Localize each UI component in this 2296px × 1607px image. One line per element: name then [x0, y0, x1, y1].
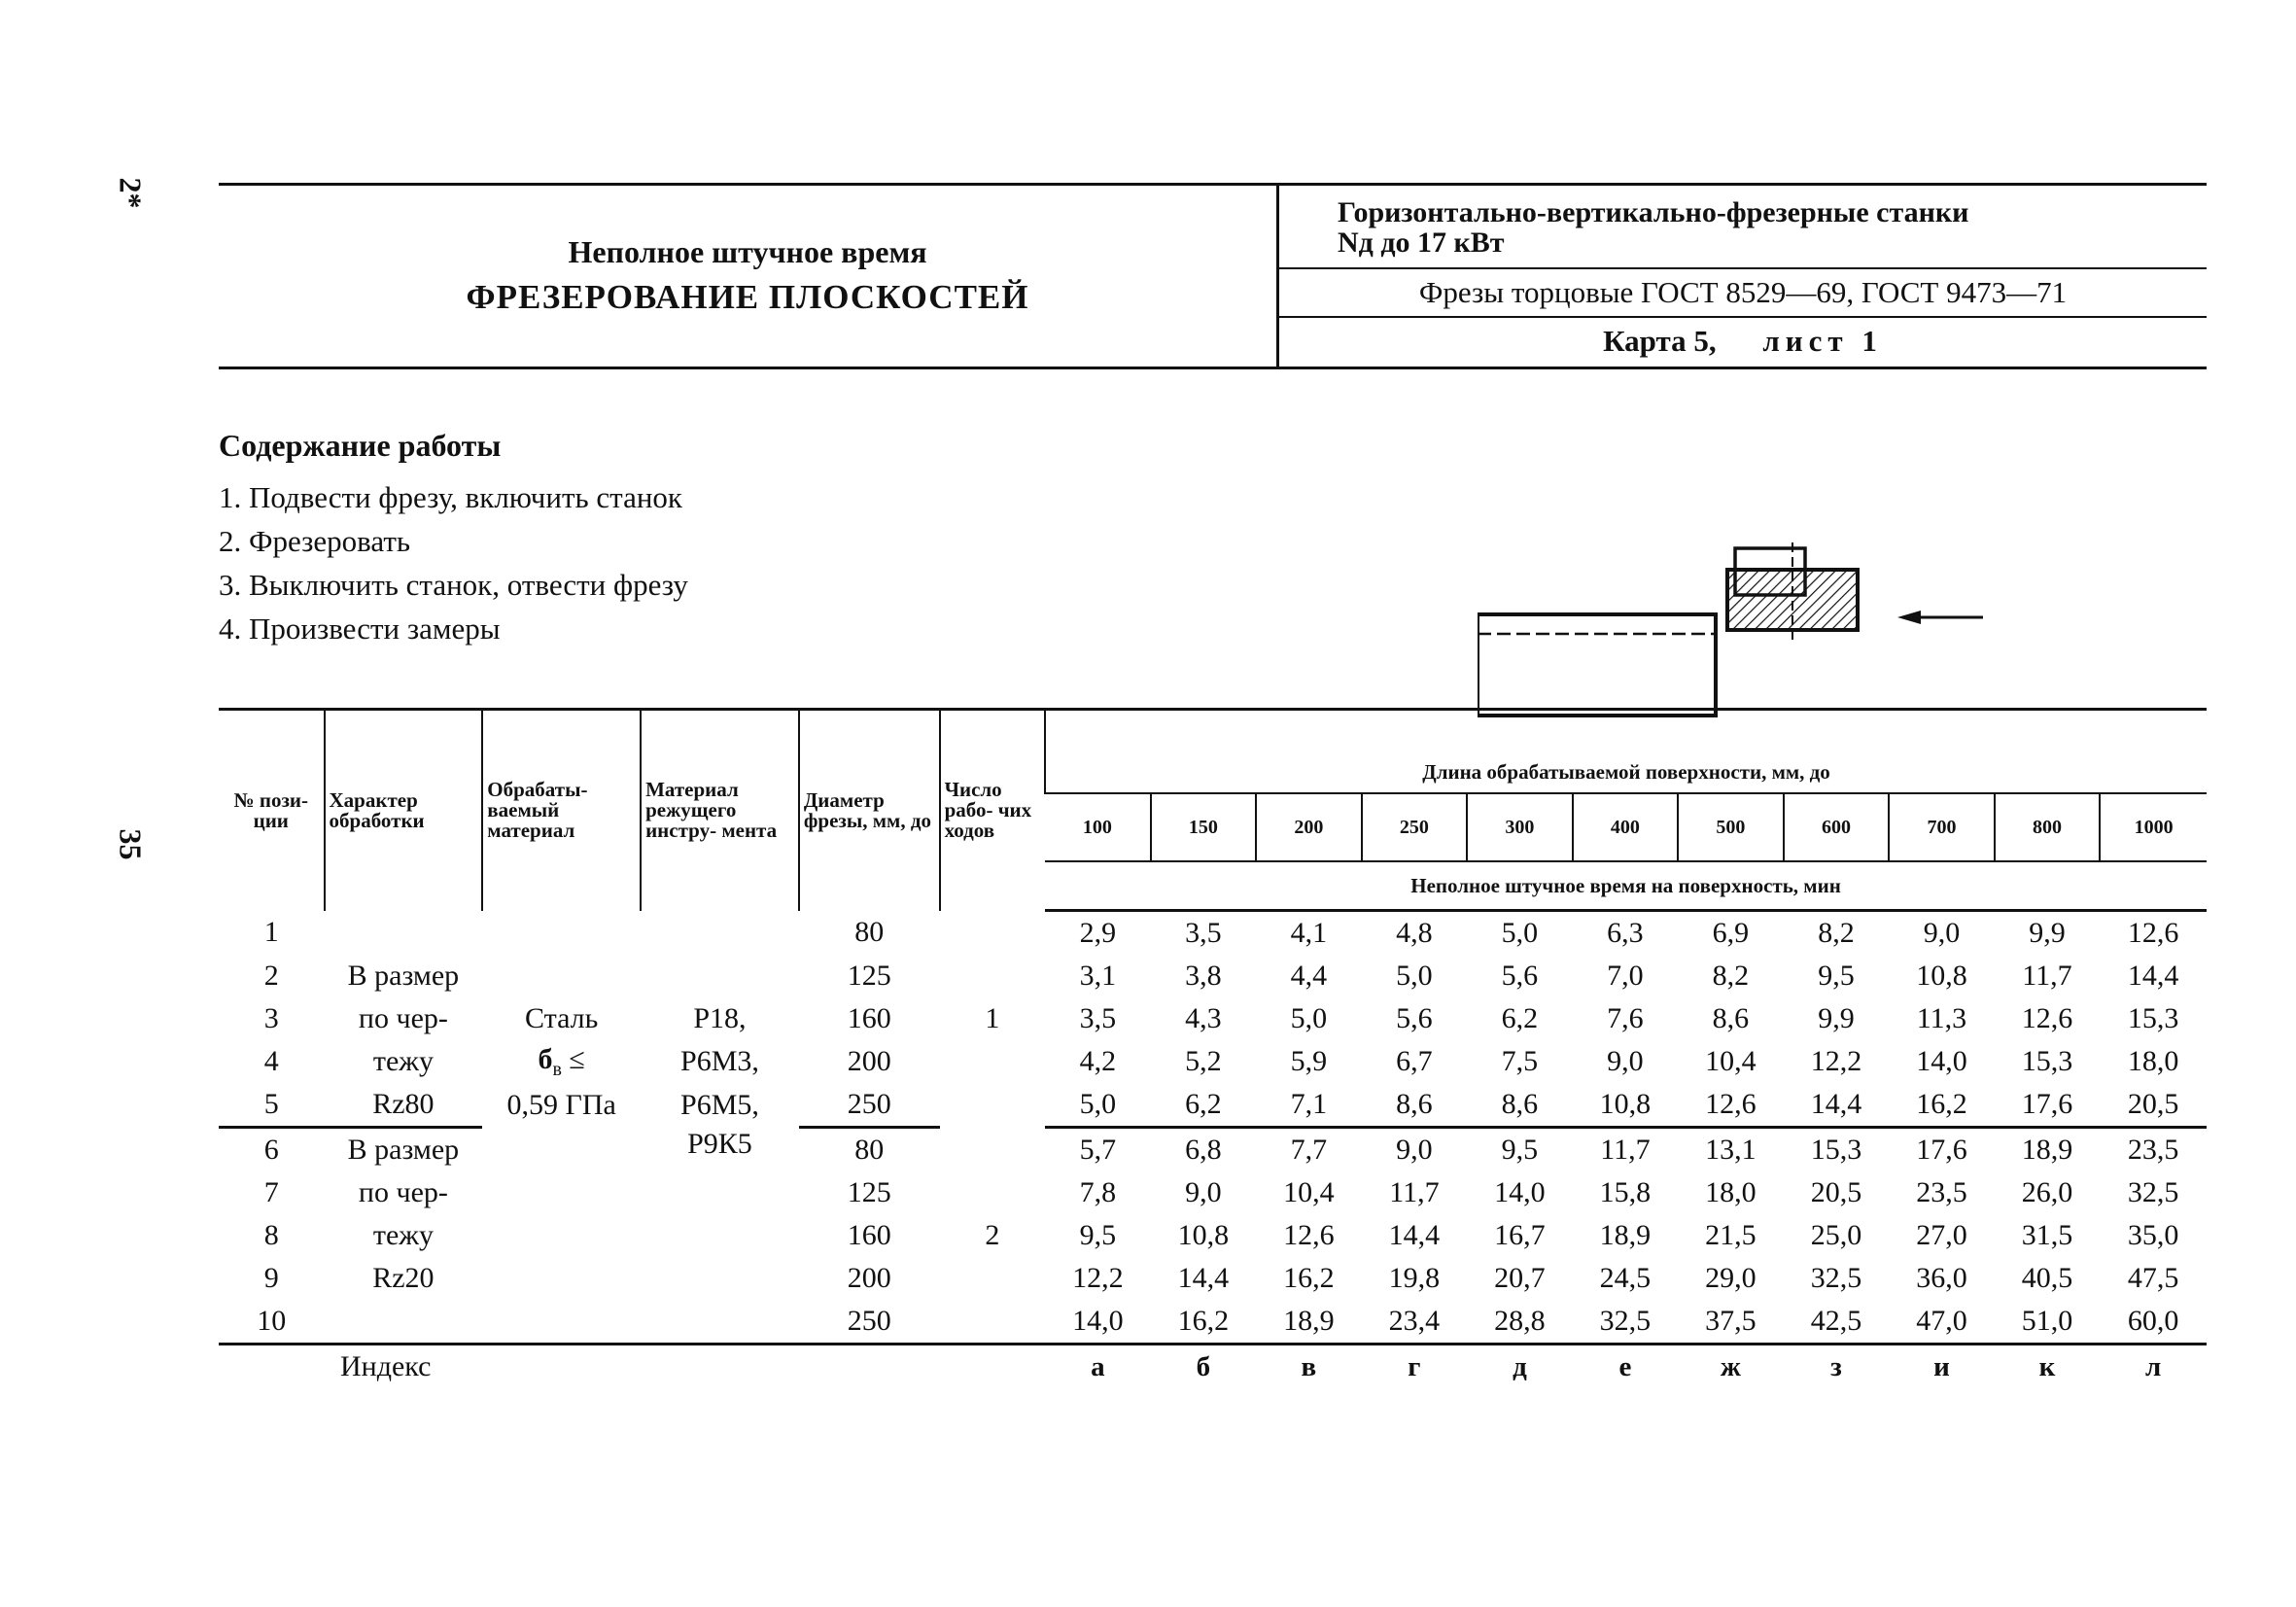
time-value-cell: 9,0	[1607, 1045, 1644, 1077]
time-value-cell: 9,0	[1396, 1134, 1433, 1166]
time-value-cell: 37,5	[1705, 1305, 1757, 1337]
time-value-cell: 18,9	[1599, 1219, 1652, 1251]
diameter-cell: 125	[847, 1176, 891, 1208]
feed-arrow-icon	[1897, 611, 1983, 624]
time-value-cell: 20,5	[2100, 1083, 2207, 1128]
time-value-cell: 6,9	[1712, 917, 1750, 949]
time-value-cell: 12,2	[1072, 1262, 1124, 1294]
time-value-cell: 3,5	[1079, 1002, 1117, 1034]
index-cell: ж	[1678, 1345, 1784, 1389]
time-value-cell: 7,1	[1256, 1083, 1362, 1128]
time-value-cell: 8,6	[1712, 1002, 1750, 1034]
diameter-cell: 80	[854, 1134, 885, 1166]
table-row	[219, 955, 2207, 997]
material-cell	[482, 911, 641, 956]
length-header-cell: 700	[1889, 793, 1995, 861]
position-cell: 1	[263, 916, 279, 949]
length-header-cell: 250	[1362, 793, 1468, 861]
time-value-cell: 16,7	[1494, 1219, 1546, 1251]
length-header-cell: 500	[1678, 793, 1784, 861]
time-value-cell: 3,1	[1079, 960, 1117, 992]
tool-material-cell	[641, 1300, 799, 1345]
time-value-cell: 31,5	[2021, 1219, 2073, 1251]
position-cell: 2	[263, 960, 279, 992]
time-value-cell: 24,5	[1599, 1262, 1652, 1294]
card-header	[219, 183, 2207, 369]
time-value-cell: 10,8	[1177, 1219, 1230, 1251]
passes-cell	[940, 1128, 1046, 1172]
time-value-cell: 9,5	[1818, 960, 1855, 992]
position-cell: 6	[263, 1134, 279, 1166]
time-value-cell: 20,5	[1810, 1176, 1862, 1208]
material-cell	[482, 1171, 641, 1214]
machine-text	[1338, 197, 1968, 258]
header-info-block	[1279, 186, 2207, 367]
time-value-cell: 14,0	[1494, 1176, 1546, 1208]
table-row	[219, 1300, 2207, 1345]
work-step: 1. Подвести фрезу, включить станок	[219, 480, 682, 514]
time-value-cell: 9,9	[1818, 1002, 1855, 1034]
length-header-cell: 600	[1784, 793, 1890, 861]
tool-material-cell	[641, 955, 799, 997]
time-value-cell: 7,6	[1607, 1002, 1644, 1034]
character-cell: по чер-	[358, 1176, 448, 1208]
index-cell: и	[1889, 1345, 1995, 1389]
time-value-cell: 10,4	[1283, 1176, 1335, 1208]
time-value-cell: 5,6	[1501, 960, 1539, 992]
machine-line-1: Горизонтально-вертикально-фрезерные станки	[1338, 196, 1969, 228]
character-cell: по чер-	[358, 1002, 448, 1034]
norms-table	[219, 708, 2207, 1388]
time-value-cell: 6,7	[1396, 1045, 1433, 1077]
time-value-cell: 14,4	[1177, 1262, 1230, 1294]
time-value-cell: 14,0	[1072, 1305, 1124, 1337]
card-number: Карта 5,	[1603, 324, 1717, 358]
time-value-cell: 7,5	[1501, 1045, 1539, 1077]
table-row	[219, 1214, 2207, 1257]
time-value-cell: 5,0	[1290, 1002, 1328, 1034]
time-value-cell: 2,9	[1079, 917, 1117, 949]
length-header-cell: 150	[1151, 793, 1257, 861]
margin-mark: 2*	[113, 177, 149, 209]
position-cell: 10	[257, 1305, 287, 1337]
time-value-cell: 9,5	[1079, 1219, 1117, 1251]
diameter-cell: 200	[847, 1262, 891, 1294]
time-value-cell: 15,3	[1810, 1134, 1862, 1166]
passes-cell	[940, 1083, 1046, 1128]
diameter-cell: 80	[854, 916, 885, 949]
character-cell: тежу	[372, 1219, 434, 1251]
time-value-cell: 8,6	[1362, 1083, 1468, 1128]
tool-material-cell	[641, 911, 799, 956]
time-value-cell: 23,4	[1388, 1305, 1441, 1337]
time-value-cell: 5,2	[1185, 1045, 1222, 1077]
length-header-cell: 400	[1573, 793, 1679, 861]
time-value-cell: 32,5	[1599, 1305, 1652, 1337]
table-body	[219, 911, 2207, 1389]
workpiece	[1478, 614, 1716, 716]
material-cell	[482, 955, 641, 997]
time-value-cell: 19,8	[1388, 1262, 1441, 1294]
passes-cell: 1	[985, 1002, 1000, 1034]
sheet-number: лист 1	[1762, 324, 1883, 358]
time-value-cell: 12,6	[2127, 917, 2179, 949]
time-value-cell: 29,0	[1705, 1262, 1757, 1294]
time-value-cell: 32,5	[2127, 1176, 2179, 1208]
diameter-cell: 250	[799, 1083, 940, 1128]
index-cell: г	[1362, 1345, 1468, 1389]
time-value-cell: 11,3	[1916, 1002, 1967, 1034]
time-value-cell: 14,4	[1784, 1083, 1890, 1128]
time-value-cell: 4,8	[1396, 917, 1433, 949]
tool-material-cell	[641, 1171, 799, 1214]
material-cell	[482, 1257, 641, 1300]
time-value-cell: 8,2	[1712, 960, 1750, 992]
time-value-cell: 18,9	[1283, 1305, 1335, 1337]
time-value-cell: 26,0	[2021, 1176, 2073, 1208]
sigma-symbol: б	[538, 1042, 553, 1075]
time-value-cell: 32,5	[1810, 1262, 1862, 1294]
time-value-cell: 7,7	[1290, 1134, 1328, 1166]
time-value-cell: 47,5	[2127, 1262, 2179, 1294]
length-header-cell: 800	[1995, 793, 2101, 861]
tool-material-cell: Р9К5	[687, 1127, 752, 1160]
passes-cell: 2	[985, 1219, 1000, 1251]
diameter-cell: 250	[847, 1305, 891, 1337]
header-length: Длина обрабатываемой поверхности, мм, до	[1045, 710, 2207, 794]
character-cell: В размер	[347, 960, 460, 992]
time-value-cell: 15,3	[2021, 1045, 2073, 1077]
time-value-cell: 12,2	[1810, 1045, 1862, 1077]
header-tool-material: Материал режущего инстру- мента	[641, 710, 799, 911]
diameter-cell: 125	[847, 960, 891, 992]
position-cell: 3	[263, 1002, 279, 1034]
time-value-cell: 15,3	[2127, 1002, 2179, 1034]
index-row	[219, 1345, 2207, 1389]
tool-material-cell: Р6М3,	[680, 1045, 759, 1077]
time-value-cell: 27,0	[1916, 1219, 1967, 1251]
header-passes: Число рабо- чих ходов	[940, 710, 1046, 911]
index-cell: б	[1151, 1345, 1257, 1389]
index-cell: л	[2100, 1345, 2207, 1389]
time-value-cell: 6,2	[1501, 1002, 1539, 1034]
header-material: Обрабаты- ваемый материал	[482, 710, 641, 911]
time-value-cell: 3,5	[1185, 917, 1222, 949]
time-value-cell: 5,6	[1396, 1002, 1433, 1034]
position-cell: 5	[219, 1083, 325, 1128]
time-value-cell: 5,9	[1290, 1045, 1328, 1077]
time-value-cell: 17,6	[1916, 1134, 1967, 1166]
sigma-subscript: в	[552, 1058, 562, 1080]
time-value-cell: 15,8	[1599, 1176, 1652, 1208]
time-value-cell: 9,5	[1501, 1134, 1539, 1166]
time-value-cell: 28,8	[1494, 1305, 1546, 1337]
passes-cell	[940, 955, 1046, 997]
work-step: 2. Фрезеровать	[219, 524, 411, 558]
tool-material-cell	[641, 1214, 799, 1257]
table-row	[219, 911, 2207, 956]
time-value-cell: 20,7	[1494, 1262, 1546, 1294]
cutter	[1727, 542, 1858, 640]
table-row	[219, 1171, 2207, 1214]
time-value-cell: 12,6	[1283, 1219, 1335, 1251]
tool-material-cell	[641, 1257, 799, 1300]
position-cell: 4	[263, 1045, 279, 1077]
time-value-cell: 7,8	[1079, 1176, 1117, 1208]
table-row	[219, 1040, 2207, 1083]
time-value-cell: 16,2	[1283, 1262, 1335, 1294]
header-position: № пози- ции	[219, 710, 325, 911]
time-value-cell: 9,0	[1923, 917, 1961, 949]
diameter-cell: 160	[847, 1002, 891, 1034]
length-header-cell: 100	[1045, 793, 1151, 861]
time-value-cell: 11,7	[2022, 960, 2072, 992]
time-value-cell: 5,0	[1045, 1083, 1151, 1128]
time-value-cell: 4,3	[1185, 1002, 1222, 1034]
less-equal-sign: ≤	[561, 1042, 585, 1075]
material-cell	[482, 1128, 641, 1172]
time-value-cell: 25,0	[1810, 1219, 1862, 1251]
material-cell: Сталь	[525, 1002, 599, 1034]
time-value-cell: 7,0	[1607, 960, 1644, 992]
index-cell: е	[1573, 1345, 1679, 1389]
index-cell: д	[1467, 1345, 1573, 1389]
time-value-cell: 60,0	[2127, 1305, 2179, 1337]
position-cell: 9	[263, 1262, 279, 1294]
passes-cell	[940, 1171, 1046, 1214]
passes-cell	[940, 1257, 1046, 1300]
time-value-cell: 10,8	[1916, 960, 1967, 992]
work-heading: Содержание работы	[219, 428, 502, 463]
header-title: ФРЕЗЕРОВАНИЕ ПЛОСКОСТЕЙ	[466, 278, 1029, 316]
passes-cell	[940, 1040, 1046, 1083]
time-value-cell: 8,2	[1818, 917, 1855, 949]
page-number: 35	[113, 828, 149, 860]
table-row	[219, 1083, 2207, 1128]
time-value-cell: 17,6	[1995, 1083, 2101, 1128]
time-value-cell: 10,4	[1705, 1045, 1757, 1077]
index-cell: а	[1045, 1345, 1151, 1389]
length-header-cell: 300	[1467, 793, 1573, 861]
time-value-cell: 36,0	[1916, 1262, 1967, 1294]
time-value-cell: 35,0	[2127, 1219, 2179, 1251]
time-value-cell: 8,6	[1467, 1083, 1573, 1128]
material-cell	[482, 1040, 641, 1083]
material-cell	[482, 1214, 641, 1257]
length-header-cell: 200	[1256, 793, 1362, 861]
tool-material-cell: Р6М5,	[680, 1088, 759, 1121]
time-value-cell: 12,6	[1678, 1083, 1784, 1128]
character-cell: Rz20	[372, 1262, 435, 1294]
cutters-cell: Фрезы торцовые ГОСТ 8529—69, ГОСТ 9473—71	[1279, 269, 2207, 318]
header-time: Неполное штучное время на поверхность, мин	[1045, 861, 2207, 911]
index-label: Индекс	[219, 1345, 1045, 1389]
time-value-cell: 16,2	[1177, 1305, 1230, 1337]
character-cell: В размер	[347, 1134, 460, 1166]
time-value-cell: 6,2	[1151, 1083, 1257, 1128]
time-value-cell: 11,7	[1389, 1176, 1440, 1208]
time-value-cell: 13,1	[1705, 1134, 1757, 1166]
time-value-cell: 4,1	[1290, 917, 1328, 949]
document-page	[219, 183, 2207, 1382]
time-value-cell: 18,0	[2127, 1045, 2179, 1077]
time-value-cell: 10,8	[1573, 1083, 1679, 1128]
position-cell: 8	[263, 1219, 279, 1251]
table-row	[219, 1257, 2207, 1300]
diameter-cell: 200	[847, 1045, 891, 1077]
time-value-cell: 23,5	[2127, 1134, 2179, 1166]
index-cell: в	[1256, 1345, 1362, 1389]
time-value-cell: 42,5	[1810, 1305, 1862, 1337]
character-cell	[325, 911, 483, 956]
time-value-cell: 51,0	[2021, 1305, 2073, 1337]
table-row	[219, 1128, 2207, 1172]
tool-material-cell: Р18,	[693, 1002, 747, 1034]
work-step: 4. Произвести замеры	[219, 611, 501, 646]
diameter-cell: 160	[847, 1219, 891, 1251]
time-value-cell: 14,4	[1388, 1219, 1441, 1251]
time-value-cell: 21,5	[1705, 1219, 1757, 1251]
index-cell: з	[1784, 1345, 1890, 1389]
passes-cell	[940, 1300, 1046, 1345]
time-value-cell: 4,2	[1079, 1045, 1117, 1077]
table-row	[219, 997, 2207, 1040]
time-value-cell: 3,8	[1185, 960, 1222, 992]
time-value-cell: 14,4	[2127, 960, 2179, 992]
material-cell: 0,59 ГПа	[506, 1088, 616, 1121]
length-header-cell: 1000	[2100, 793, 2207, 861]
work-content	[219, 428, 1094, 650]
header-title-block	[219, 186, 1276, 367]
passes-cell	[940, 911, 1046, 956]
time-value-cell: 18,9	[2021, 1134, 2073, 1166]
time-value-cell: 12,6	[2021, 1002, 2073, 1034]
character-cell	[325, 1300, 483, 1345]
time-value-cell: 23,5	[1916, 1176, 1967, 1208]
time-value-cell: 47,0	[1916, 1305, 1967, 1337]
character-cell: Rz80	[325, 1083, 483, 1128]
time-value-cell: 6,3	[1607, 917, 1644, 949]
work-step: 3. Выключить станок, отвести фрезу	[219, 568, 688, 602]
header-subtitle: Неполное штучное время	[568, 234, 927, 269]
card-cell	[1279, 318, 2207, 365]
time-value-cell: 16,2	[1889, 1083, 1995, 1128]
time-value-cell: 18,0	[1705, 1176, 1757, 1208]
header-character: Характер обработки	[325, 710, 483, 911]
time-value-cell: 14,0	[1916, 1045, 1967, 1077]
time-value-cell: 5,0	[1501, 917, 1539, 949]
position-cell: 7	[263, 1176, 279, 1208]
time-value-cell: 9,0	[1185, 1176, 1222, 1208]
time-value-cell: 6,8	[1185, 1134, 1222, 1166]
machine-cell	[1279, 186, 2207, 269]
time-value-cell: 5,0	[1396, 960, 1433, 992]
time-value-cell: 9,9	[2029, 917, 2066, 949]
material-cell	[482, 1300, 641, 1345]
machine-line-2: Nд до 17 кВт	[1338, 227, 1505, 259]
time-value-cell: 5,7	[1079, 1134, 1117, 1166]
index-cell: к	[1995, 1345, 2101, 1389]
character-cell: тежу	[372, 1045, 434, 1077]
time-value-cell: 40,5	[2021, 1262, 2073, 1294]
header-diameter: Диаметр фрезы, мм, до	[799, 710, 940, 911]
time-value-cell: 4,4	[1290, 960, 1328, 992]
time-value-cell: 11,7	[1600, 1134, 1651, 1166]
